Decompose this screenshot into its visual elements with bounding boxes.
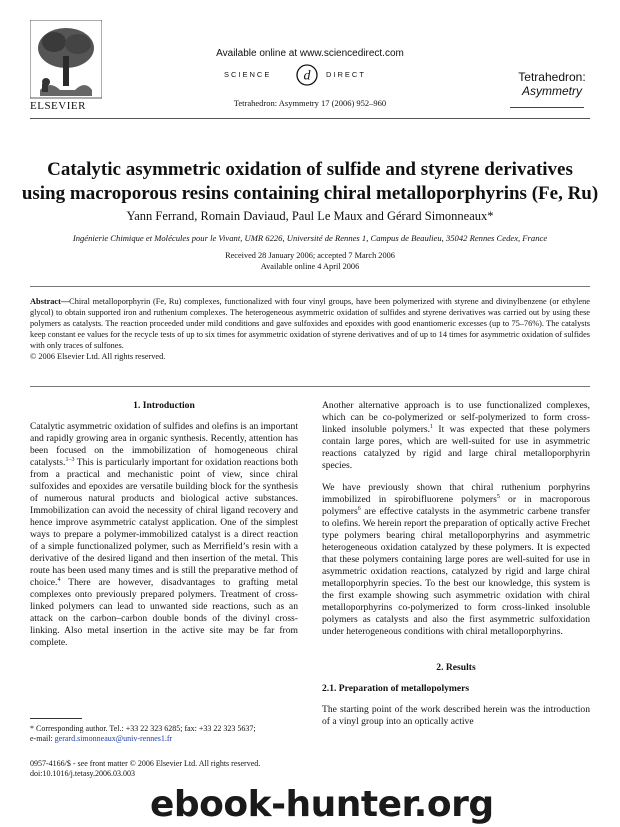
sd-direct: DIRECT bbox=[326, 70, 366, 79]
right-p1-text-b: It was expected that these polymers contain large pores, which are well-suited for use in asymmetric reactions catalyzed by rigid and large chiral metalloporphyrin species. bbox=[322, 424, 590, 471]
journal-divider bbox=[510, 107, 584, 108]
authors: Yann Ferrand, Romain Daviaud, Paul Le Maux and Gérard Simonneaux* bbox=[126, 209, 494, 223]
abstract-label: Abstract— bbox=[30, 297, 70, 306]
available-online: Available online at www.sciencedirect.com bbox=[216, 48, 404, 59]
right-paragraph-1 bbox=[322, 400, 590, 472]
section-heading-introduction: 1. Introduction bbox=[133, 400, 195, 411]
footnote-divider bbox=[30, 718, 82, 719]
svg-text:d: d bbox=[303, 68, 311, 84]
journal-line-1: Tetrahedron: bbox=[518, 70, 586, 84]
right-paragraph-2 bbox=[322, 482, 590, 638]
ref-6: 6 bbox=[357, 506, 361, 512]
front-matter bbox=[30, 759, 298, 779]
article-dates bbox=[20, 250, 600, 272]
journal-name bbox=[502, 70, 602, 98]
right-p2-text-c: are effective catalysts in the asymmetric carbene transfer to olefins. We herein report the preparation of optically active Frechet type polymers bearing chiral metalloporphyrins and asymmetric heterogeneous oxidation catalyzed by these polymers. It is expected that these polymers containing large pores are well-suited for use in asymmetric oxidation reactions, catalyzed by rigid and large chiral metalloporphyrin species. To the best our knowledge, this system is the first example showing such asymmetric oxidation with chiral metalloporphyrins co-polymerized to form cross-linked insoluble polymers as catalysts and also the first asymmetric sulfoxidation under heterogeneous conditions with chiral metalloporphyrins. bbox=[322, 506, 590, 637]
ref-1-3: 1–3 bbox=[65, 457, 75, 463]
sciencedirect-logo bbox=[210, 64, 410, 86]
sd-science: SCIENCE bbox=[224, 70, 272, 79]
intro-text-c: There are however, disadvantages to grafting metal complexes onto previously prepared polymers. Treatment of cross-linked polymers can lead to unwanted side reactions, such as an attack on the carbon–carbon double bonds of the divinyl cross-linking. Also metal insertion in the active site may be far from complete. bbox=[30, 577, 298, 648]
intro-text-a: Catalytic asymmetric oxidation of sulfides and olefins is an important and rapidly growing area in organic synthesis. Recently, attention has been focused on the immobilization of homogeneous chiral catalysts. bbox=[30, 421, 298, 468]
email-label: e-mail: bbox=[30, 734, 55, 743]
online-date: Available online 4 April 2006 bbox=[260, 262, 360, 271]
article-title bbox=[20, 158, 600, 206]
abstract-bottom-divider bbox=[30, 386, 590, 387]
affiliation: Ingénierie Chimique et Molécules pour le Vivant, UMR 6226, Université de Rennes 1, Campus de Beaulieu, 35042 Rennes Cedex, France bbox=[72, 233, 548, 243]
ref-4: 4 bbox=[57, 577, 61, 583]
watermark-text: ebook-hunter.org bbox=[150, 784, 494, 825]
footnote-email-line bbox=[30, 734, 298, 744]
abstract-top-divider bbox=[30, 286, 590, 287]
elsevier-tree-logo bbox=[30, 20, 102, 110]
abstract-copyright: © 2006 Elsevier Ltd. All rights reserved. bbox=[30, 352, 166, 361]
doi: doi:10.1016/j.tetasy.2006.03.003 bbox=[30, 769, 136, 778]
subsection-heading-preparation: 2.1. Preparation of metallopolymers bbox=[322, 683, 470, 694]
publisher-name: ELSEVIER bbox=[30, 100, 86, 112]
ref-5: 5 bbox=[496, 494, 500, 500]
section-heading-results: 2. Results bbox=[436, 662, 476, 673]
left-column bbox=[30, 400, 298, 659]
right-p1-text-a: Another alternative approach is to use functionalized complexes, which can be co-polymerized or self-polymerized to form cross-linked insoluble polymers. bbox=[322, 400, 590, 435]
header-divider bbox=[30, 118, 590, 119]
abstract-text: Chiral metalloporphyrin (Fe, Ru) complexes, functionalized with four vinyl groups, have been polymerized with styrene and divinylbenzene (or ethylene glycol) to obtain supported iron and ruthenium complexes. The heterogeneous asymmetric oxidation of sulfides and styrene derivatives was carried out by using these polymers as catalysts. The reaction proceeded under mild conditions and gave sulfoxides and epoxides with good enantiomeric excesses (up to 75–76%). The catalysts keep constant ee values for the recycle tests of up to six times for asymmetric oxidation of styrene derivatives and of up to 14 times for asymmetric oxidation of sulfides with only traces of sulfones. bbox=[30, 297, 590, 350]
ref-1: 1 bbox=[430, 424, 434, 430]
front-matter-line: 0957-4166/$ - see front matter © 2006 Elsevier Ltd. All rights reserved. bbox=[30, 759, 261, 768]
title-line-1: Catalytic asymmetric oxidation of sulfide and styrene derivatives bbox=[47, 159, 573, 180]
right-p2-text-b: or in macroporous polymers bbox=[322, 494, 590, 517]
received-date: Received 28 January 2006; accepted 7 March 2006 bbox=[225, 251, 395, 260]
right-p2-text-a: We have previously shown that chiral ruthenium porphyrins immobilized in spirobifluorene polymers bbox=[322, 482, 590, 505]
abstract bbox=[30, 296, 590, 362]
footnote-contact: * Corresponding author. Tel.: +33 22 323 6285; fax: +33 22 323 5637; bbox=[30, 724, 256, 733]
title-line-2: using macroporous resins containing chiral metalloporphyrins (Fe, Ru) bbox=[21, 183, 599, 204]
right-column bbox=[322, 400, 590, 738]
right-paragraph-3: The starting point of the work described herein was the introduction of a vinyl group into an optically active bbox=[322, 704, 590, 727]
intro-paragraph bbox=[30, 421, 298, 649]
journal-line-2: Asymmetry bbox=[522, 84, 582, 98]
corresponding-author-footnote bbox=[30, 724, 298, 744]
email-link[interactable]: gerard.simonneaux@univ-rennes1.fr bbox=[54, 734, 173, 743]
intro-text-b: This is particularly important for oxidation reactions both from a practical and mechanistic point of view, since chiral sulfoxides and epoxides are versatile building block for the synthesis of numerous natural products and biological active substances. Immobilization can avoid the necessity of chiral ligand recovery and hence improve asymmetric catalyst application. One of the simplest ways to prepare a polymer-immobilized catalyst is a direct reaction of a simple functionalized polymer, such as Merrifield’s resin with a derivative of the desired ligand and then insertion of the metal. This route has been used many times and is still the preparative method of choice. bbox=[30, 457, 298, 588]
sd-at-icon bbox=[294, 64, 320, 86]
citation: Tetrahedron: Asymmetry 17 (2006) 952–960 bbox=[233, 98, 387, 108]
